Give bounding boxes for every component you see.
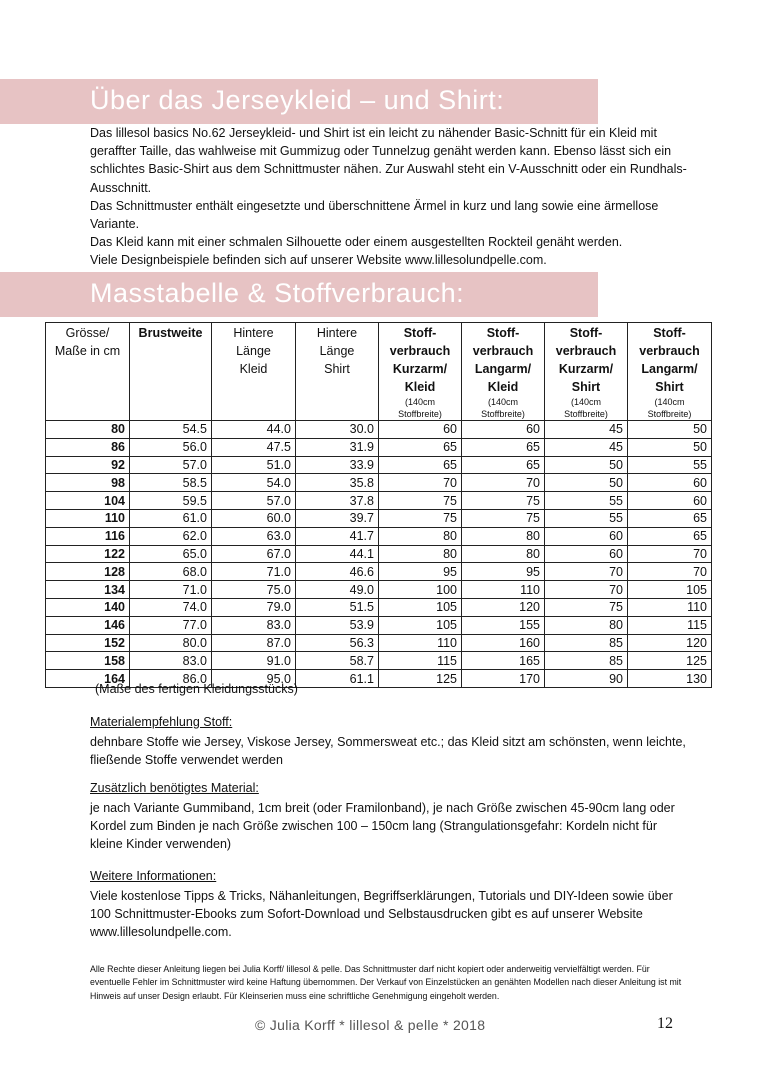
- info-text: Viele kostenlose Tipps & Tricks, Nähanleitungen, Begriffserklärungen, Tutorials und DIY-Ideen sowie über 100 Schnittmuster-Ebooks zum Sofort-Download und Selbstausdrucken gibt es auf unserer Website www.lillesolundpelle.com.: [90, 889, 673, 940]
- table-row: [46, 438, 712, 456]
- value-cell: 44.0: [212, 421, 296, 439]
- value-cell: 37.8: [296, 492, 379, 510]
- size-cell: 104: [46, 492, 130, 510]
- table-row: [46, 581, 712, 599]
- value-cell: 75: [545, 598, 628, 616]
- value-cell: 46.6: [296, 563, 379, 581]
- fabric-width-note: (140cm Stoffbreite): [647, 397, 692, 419]
- value-cell: 70: [379, 474, 462, 492]
- value-cell: 57.0: [212, 492, 296, 510]
- value-cell: 44.1: [296, 545, 379, 563]
- value-cell: 125: [379, 670, 462, 688]
- header-line: verbrauch: [389, 344, 451, 358]
- value-cell: 155: [462, 616, 545, 634]
- value-cell: 79.0: [212, 598, 296, 616]
- value-cell: 87.0: [212, 634, 296, 652]
- value-cell: 91.0: [212, 652, 296, 670]
- column-header: [46, 323, 130, 421]
- section-banner-sizes: [0, 272, 598, 317]
- value-cell: 68.0: [130, 563, 212, 581]
- value-cell: 120: [462, 598, 545, 616]
- value-cell: 160: [462, 634, 545, 652]
- value-cell: 80: [379, 545, 462, 563]
- value-cell: 95: [462, 563, 545, 581]
- value-cell: 35.8: [296, 474, 379, 492]
- footer-credit: © Julia Korff * lillesol & pelle * 2018: [255, 1017, 486, 1033]
- value-cell: 65: [462, 456, 545, 474]
- column-header: [545, 323, 628, 421]
- value-cell: 130: [628, 670, 712, 688]
- header-line: Shirt: [655, 380, 684, 394]
- value-cell: 80: [462, 527, 545, 545]
- value-cell: 125: [628, 652, 712, 670]
- value-cell: 170: [462, 670, 545, 688]
- intro-paragraph: Das Schnittmuster enthält eingesetzte und überschnittene Ärmel in kurz und lang sowie eine ärmellose Variante.: [90, 198, 659, 232]
- value-cell: 90: [545, 670, 628, 688]
- column-header: [462, 323, 545, 421]
- header-line: Maße in cm: [54, 344, 121, 358]
- value-cell: 70: [462, 474, 545, 492]
- value-cell: 80: [545, 616, 628, 634]
- column-header: [296, 323, 379, 421]
- value-cell: 70: [628, 563, 712, 581]
- value-cell: 51.0: [212, 456, 296, 474]
- value-cell: 54.0: [212, 474, 296, 492]
- header-line: Brustweite: [138, 326, 203, 340]
- header-line: Kurzarm/: [392, 362, 448, 376]
- value-cell: 75: [379, 509, 462, 527]
- size-cell: 86: [46, 438, 130, 456]
- size-cell: 122: [46, 545, 130, 563]
- value-cell: 63.0: [212, 527, 296, 545]
- value-cell: 50: [628, 438, 712, 456]
- section-title-sizes: Masstabelle & Stoffverbrauch:: [90, 278, 465, 308]
- header-line: Kleid: [404, 380, 436, 394]
- value-cell: 57.0: [130, 456, 212, 474]
- table-row: [46, 598, 712, 616]
- value-cell: 60: [379, 421, 462, 439]
- value-cell: 70: [545, 563, 628, 581]
- column-header: [130, 323, 212, 421]
- intro-paragraph: Viele Designbeispiele befinden sich auf unserer Website www.lillesolundpelle.com.: [90, 253, 547, 268]
- size-cell: 164: [46, 670, 130, 688]
- table-row: [46, 474, 712, 492]
- size-cell: 140: [46, 598, 130, 616]
- value-cell: 75.0: [212, 581, 296, 599]
- value-cell: 83.0: [130, 652, 212, 670]
- value-cell: 51.5: [296, 598, 379, 616]
- value-cell: 31.9: [296, 438, 379, 456]
- value-cell: 77.0: [130, 616, 212, 634]
- intro-text: [90, 124, 690, 270]
- value-cell: 120: [628, 634, 712, 652]
- extra-material-heading: Zusätzlich benötigtes Material:: [90, 781, 259, 795]
- header-line: Kleid: [487, 380, 519, 394]
- header-line: Hintere: [316, 326, 358, 340]
- info-heading: Weitere Informationen:: [90, 869, 217, 883]
- value-cell: 55: [545, 509, 628, 527]
- value-cell: 60: [628, 474, 712, 492]
- value-cell: 60: [628, 492, 712, 510]
- value-cell: 61.0: [130, 509, 212, 527]
- value-cell: 49.0: [296, 581, 379, 599]
- value-cell: 65: [379, 438, 462, 456]
- value-cell: 65: [628, 527, 712, 545]
- value-cell: 110: [628, 598, 712, 616]
- size-cell: 152: [46, 634, 130, 652]
- value-cell: 45: [545, 438, 628, 456]
- value-cell: 95: [379, 563, 462, 581]
- value-cell: 33.9: [296, 456, 379, 474]
- size-cell: 146: [46, 616, 130, 634]
- header-line: Grösse/: [65, 326, 110, 340]
- header-line: Stoff-: [569, 326, 603, 340]
- fabric-width-note: (140cm Stoffbreite): [481, 397, 525, 419]
- legal-notice: Alle Rechte dieser Anleitung liegen bei Julia Korff/ lillesol & pelle. Das Schnittmuster darf nicht kopiert oder anderweitig vervielfältigt werden. Für eventuelle Fehler im Schnittmuster wird keine Haftung übernommen. Der Verkauf von Einzelstücken an genähten Modellen nach dieser Anleitung ist mit Hinweis auf unser Design erlaubt. Für Kleinserien muss eine schriftliche Genehmigung eingeholt werden.: [90, 964, 682, 1001]
- value-cell: 80.0: [130, 634, 212, 652]
- value-cell: 75: [462, 509, 545, 527]
- value-cell: 60.0: [212, 509, 296, 527]
- header-line: Shirt: [571, 380, 601, 394]
- value-cell: 60: [545, 545, 628, 563]
- header-line: Länge: [319, 344, 355, 358]
- value-cell: 30.0: [296, 421, 379, 439]
- value-cell: 55: [628, 456, 712, 474]
- column-header: [628, 323, 712, 421]
- size-cell: 116: [46, 527, 130, 545]
- size-cell: 80: [46, 421, 130, 439]
- value-cell: 60: [545, 527, 628, 545]
- size-table: [45, 322, 712, 688]
- value-cell: 65: [379, 456, 462, 474]
- header-line: Stoff-: [486, 326, 520, 340]
- value-cell: 75: [379, 492, 462, 510]
- size-cell: 134: [46, 581, 130, 599]
- table-note: (Maße des fertigen Kleidungsstücks): [95, 682, 298, 696]
- value-cell: 115: [628, 616, 712, 634]
- header-line: verbrauch: [555, 344, 617, 358]
- value-cell: 85: [545, 652, 628, 670]
- value-cell: 100: [379, 581, 462, 599]
- header-line: Länge: [236, 344, 271, 358]
- header-line: Shirt: [324, 362, 350, 376]
- value-cell: 65: [462, 438, 545, 456]
- header-line: verbrauch: [639, 344, 700, 358]
- value-cell: 55: [545, 492, 628, 510]
- value-cell: 45: [545, 421, 628, 439]
- value-cell: 39.7: [296, 509, 379, 527]
- table-row: [46, 527, 712, 545]
- table-row: [46, 545, 712, 563]
- value-cell: 110: [379, 634, 462, 652]
- material-heading: Materialempfehlung Stoff:: [90, 715, 233, 729]
- value-cell: 70: [545, 581, 628, 599]
- size-cell: 158: [46, 652, 130, 670]
- value-cell: 71.0: [130, 581, 212, 599]
- table-row: [46, 634, 712, 652]
- header-line: Hintere: [233, 326, 274, 340]
- value-cell: 58.5: [130, 474, 212, 492]
- value-cell: 61.1: [296, 670, 379, 688]
- value-cell: 80: [462, 545, 545, 563]
- value-cell: 56.3: [296, 634, 379, 652]
- value-cell: 65: [628, 509, 712, 527]
- value-cell: 86.0: [130, 670, 212, 688]
- size-cell: 128: [46, 563, 130, 581]
- value-cell: 105: [379, 616, 462, 634]
- page-number: 12: [657, 1015, 673, 1032]
- header-line: Langarm/: [474, 362, 532, 376]
- header-line: Langarm/: [641, 362, 698, 376]
- material-text: dehnbare Stoffe wie Jersey, Viskose Jersey, Sommersweat etc.; das Kleid sitzt am schönsten, wenn leichte, fließende Stoffe verwendet werden: [90, 735, 686, 768]
- value-cell: 71.0: [212, 563, 296, 581]
- extra-material-text: je nach Variante Gummiband, 1cm breit (oder Framilonband), je nach Größe zwischen 45-90cm lang oder Kordel zum Binden je nach Größe zwischen 100 – 150cm lang (Strangulationsgefahr: Kordeln nicht für kleine Kinder verwenden): [90, 801, 675, 852]
- value-cell: 50: [545, 456, 628, 474]
- column-header: [212, 323, 296, 421]
- value-cell: 62.0: [130, 527, 212, 545]
- header-line: Stoff-: [653, 326, 686, 340]
- header-line: Kleid: [239, 362, 268, 376]
- value-cell: 65.0: [130, 545, 212, 563]
- table-row: [46, 563, 712, 581]
- table-row: [46, 509, 712, 527]
- table-row: [46, 492, 712, 510]
- table-row: [46, 456, 712, 474]
- value-cell: 115: [379, 652, 462, 670]
- size-cell: 98: [46, 474, 130, 492]
- fabric-width-note: (140cm Stoffbreite): [564, 397, 608, 419]
- value-cell: 54.5: [130, 421, 212, 439]
- table-body: [46, 421, 712, 688]
- value-cell: 74.0: [130, 598, 212, 616]
- value-cell: 47.5: [212, 438, 296, 456]
- value-cell: 67.0: [212, 545, 296, 563]
- value-cell: 59.5: [130, 492, 212, 510]
- header-line: Stoff-: [403, 326, 437, 340]
- value-cell: 110: [462, 581, 545, 599]
- fabric-width-note: (140cm Stoffbreite): [398, 397, 442, 419]
- value-cell: 83.0: [212, 616, 296, 634]
- value-cell: 165: [462, 652, 545, 670]
- value-cell: 85: [545, 634, 628, 652]
- value-cell: 50: [628, 421, 712, 439]
- section-banner-about: [0, 79, 598, 124]
- value-cell: 105: [379, 598, 462, 616]
- intro-paragraph: Das lillesol basics No.62 Jerseykleid- und Shirt ist ein leicht zu nähender Basic-Schnitt für ein Kleid mit geraffter Taille, das wahlweise mit Gummizug oder Tunnelzug genäht werden kann. Ebenso lässt sich ein schlichtes Basic-Shirt aus dem Schnittmuster nähen. Zur Auswahl steht ein V-Ausschnitt oder ein Rundhals-Ausschnitt.: [90, 126, 687, 195]
- table-row: [46, 421, 712, 439]
- intro-paragraph: Das Kleid kann mit einer schmalen Silhouette oder einem ausgestellten Rockteil genäht werden.: [90, 235, 623, 250]
- value-cell: 41.7: [296, 527, 379, 545]
- value-cell: 53.9: [296, 616, 379, 634]
- header-line: Kurzarm/: [558, 362, 614, 376]
- value-cell: 80: [379, 527, 462, 545]
- value-cell: 105: [628, 581, 712, 599]
- header-line: verbrauch: [472, 344, 534, 358]
- section-title-about: Über das Jerseykleid – und Shirt:: [90, 85, 505, 115]
- size-cell: 110: [46, 509, 130, 527]
- table-header-row: [46, 323, 712, 421]
- table-row: [46, 652, 712, 670]
- value-cell: 56.0: [130, 438, 212, 456]
- column-header: [379, 323, 462, 421]
- table-row: [46, 616, 712, 634]
- value-cell: 70: [628, 545, 712, 563]
- value-cell: 50: [545, 474, 628, 492]
- value-cell: 58.7: [296, 652, 379, 670]
- value-cell: 75: [462, 492, 545, 510]
- value-cell: 60: [462, 421, 545, 439]
- value-cell: 95.0: [212, 670, 296, 688]
- size-cell: 92: [46, 456, 130, 474]
